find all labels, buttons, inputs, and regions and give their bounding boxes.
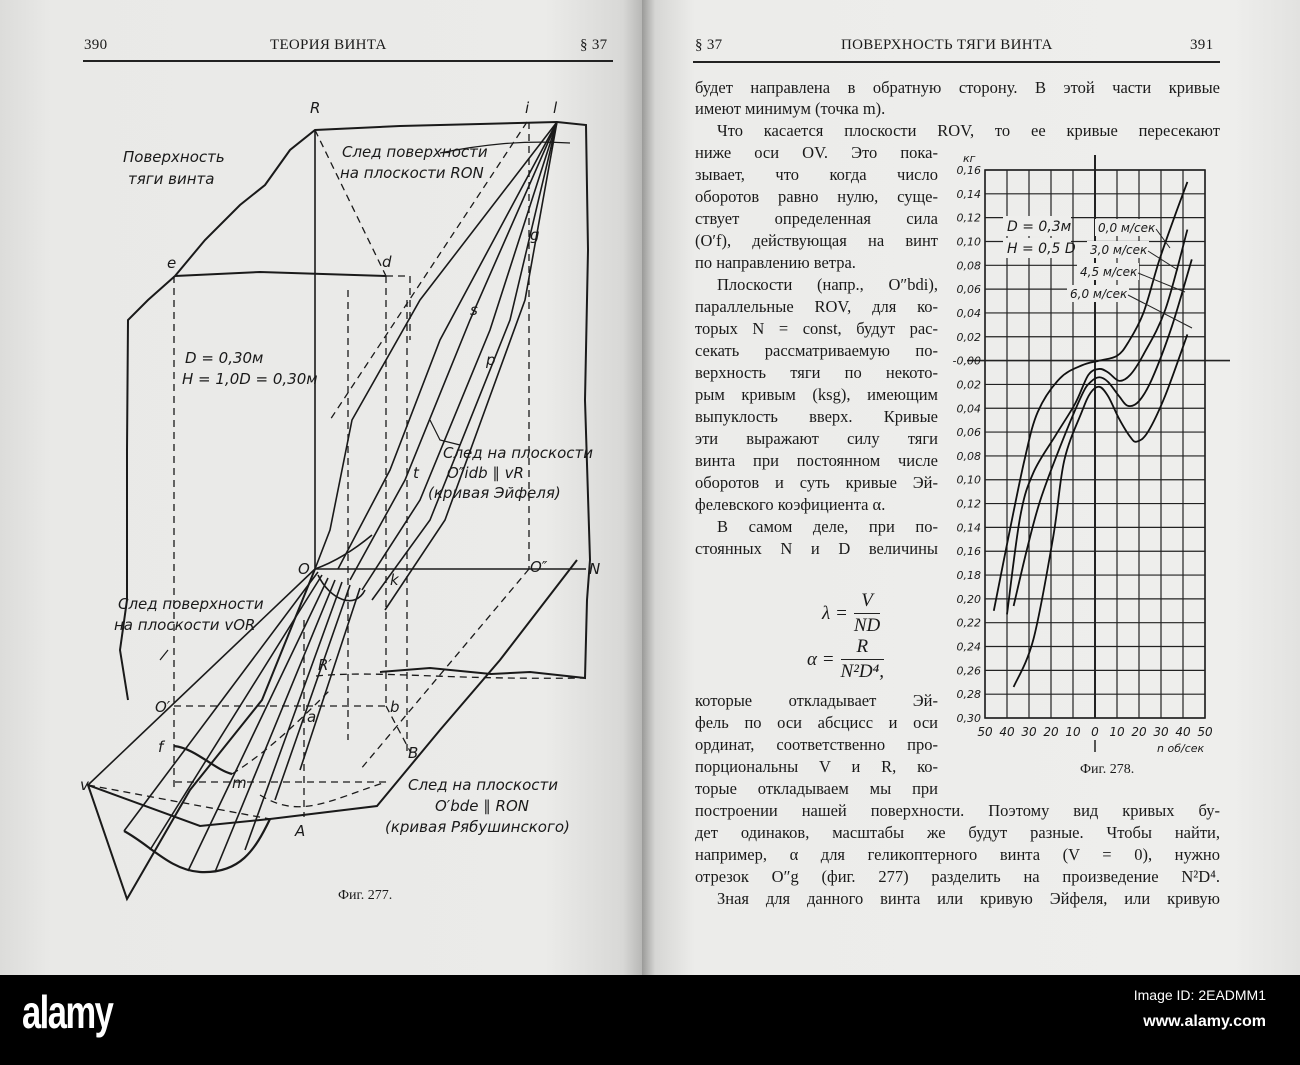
surface-top-edge (175, 272, 386, 276)
x-tick-label: 10 (1065, 725, 1081, 739)
text-line: ординат, соответственно про- (695, 735, 938, 754)
running-title: ПОВЕРХНОСТЬ ТЯГИ ВИНТА (841, 37, 1053, 53)
x-tick-label: 40 (1175, 725, 1191, 739)
point-label-g: g (530, 226, 540, 244)
running-title: ТЕОРИЯ ВИНТА (270, 37, 387, 53)
text-line: отрезок O″g (фиг. 277) разделить на произведение N²D⁴. (695, 867, 1220, 886)
text-line: будет направлена в обратную сторону. В этой части кривые (695, 78, 1220, 97)
x-tick-label: 30 (1153, 725, 1169, 739)
text-line: торые откладываем мы при (695, 779, 938, 798)
y-tick-label: 0,14 (956, 521, 981, 535)
point-label-B: B (408, 744, 419, 762)
header-rule (693, 61, 1220, 63)
fraction-bar (854, 613, 880, 614)
point-label-R: R (310, 99, 321, 117)
right-page (642, 0, 1300, 975)
watermark-band (0, 975, 1300, 1065)
series-leader-line (1148, 251, 1178, 270)
point-label-a: a (307, 708, 317, 726)
left-page (0, 0, 642, 975)
label-ryabushinsky-curve: (кривая Рябушинского) (385, 818, 570, 836)
point-label-N: N (589, 560, 601, 578)
y-tick-label: 0,14 (956, 187, 981, 201)
figure-278-chart (940, 150, 1240, 790)
section-number: § 37 (695, 37, 723, 53)
formula-numerator: R (856, 636, 869, 657)
text-line: которые откладывает Эй- (695, 691, 938, 710)
series-label: 3,0 м/сек (1090, 243, 1148, 257)
left-edge (120, 276, 175, 700)
series-label: 4,5 м/сек (1080, 265, 1138, 279)
page-number: 391 (1190, 37, 1214, 53)
x-axis-label: n об/сек (1157, 742, 1205, 755)
text-line: имеют минимум (точка m). (695, 99, 886, 118)
y-tick-label: 0,06 (956, 426, 981, 440)
section-number: § 37 (580, 37, 608, 53)
text-line: (O′f), действующая на винт (695, 231, 938, 250)
point-label-A: A (295, 822, 306, 840)
figure-277-caption: Фиг. 277. (338, 888, 393, 903)
label-thrust-surface: Поверхность (123, 148, 225, 166)
text-line: рым кривым (ksg), имеющим (695, 385, 938, 404)
formula-numerator: V (861, 590, 873, 611)
series-leader-line (1156, 229, 1170, 248)
point-label-l: l (553, 99, 558, 117)
text-line: торых N = const, будут рас- (695, 319, 938, 338)
label-ron-trace: След поверхности (342, 143, 488, 161)
text-line: дет одинаков, масштабы же будут разные. Чтобы найти, (695, 823, 1220, 842)
text-line: построении нашей поверхности. Поэтому вид кривых бу- (695, 801, 1220, 820)
formula-denominator: N²D⁴, (840, 661, 884, 682)
point-label-O: O (298, 560, 310, 578)
text-line: оборотов равно нулю, суще- (695, 187, 938, 206)
point-label-t: t (413, 464, 419, 482)
chart-annotation: H = 0,5 D (1007, 241, 1076, 257)
y-tick-label: 0,18 (956, 569, 981, 583)
y-tick-label: 0,16 (956, 545, 981, 559)
text-line: ниже оси OV. Это пока- (695, 143, 938, 162)
y-tick-label: 0,06 (956, 283, 981, 297)
point-label-s: s (470, 301, 478, 319)
text-line: по направлению ветра. (695, 253, 856, 272)
point-label-k: k (390, 571, 399, 589)
text-line: стоянных N и D величины (695, 539, 938, 558)
x-tick-label: 10 (1109, 725, 1125, 739)
y-tick-label: 0,28 (956, 688, 981, 702)
text-line: порциональны V и R, ко- (695, 757, 938, 776)
point-label-v: v (80, 776, 89, 794)
series-label: 6,0 м/сек (1070, 287, 1128, 301)
label-ryabushinsky-plane: O′bde ∥ RON (435, 797, 529, 815)
figure-277-diagram (0, 0, 642, 975)
y-tick-label: 0,08 (956, 259, 981, 273)
point-label-i: i (525, 99, 530, 117)
y-tick-label: 0,04 (956, 402, 981, 416)
text-line: секать рассматриваемую по- (695, 341, 938, 360)
y-tick-label: 0,02 (956, 330, 981, 344)
text-line: В самом деле, при по- (717, 517, 938, 536)
x-tick-label: 30 (1021, 725, 1037, 739)
point-label-e: e (167, 254, 177, 272)
x-tick-label: 20 (1043, 725, 1059, 739)
y-tick-label: 0,20 (956, 592, 981, 606)
text-line: например, α для геликоптерного винта (V = 0), нужно (695, 845, 1220, 864)
x-tick-label: 0 (1091, 725, 1099, 739)
watermark-logo: alamy (22, 986, 113, 1038)
text-line: винта при постоянном числе (695, 451, 938, 470)
label-eiffel-plane: O″idb ∥ vR (447, 464, 524, 482)
page-number: 390 (84, 37, 108, 53)
y-axis-label: кг (963, 152, 976, 165)
text-line: ствует определенная сила (695, 209, 938, 228)
y-tick-label: 0,04 (956, 306, 981, 320)
text-line: Что касается плоскости ROV, то ее кривые пересекают (717, 121, 1220, 140)
formula-lambda (822, 590, 880, 637)
figure-278-caption: Фиг. 278. (1080, 762, 1135, 777)
y-tick-label: 0,16 (956, 164, 981, 177)
label-ryabushinsky-trace: След на плоскости (408, 776, 558, 794)
label-vor-trace: След поверхности (118, 595, 264, 613)
formula-lhs: α = (807, 648, 835, 670)
label-pitch: H = 1,0D = 0,30м (182, 370, 318, 388)
text-line: зывает, что когда число (695, 165, 938, 184)
x-tick-label: 40 (999, 725, 1015, 739)
point-label-f: f (158, 738, 164, 756)
y-tick-label: 0,12 (956, 211, 981, 225)
point-label-O-prime: O′ (155, 698, 171, 716)
y-tick-label: 0,26 (956, 664, 981, 678)
label-eiffel-trace: След на плоскости (443, 444, 593, 462)
text-line: эти выражают силу тяги (695, 429, 938, 448)
label-ron-trace-2: на плоскости RON (340, 164, 484, 182)
x-tick-label: 50 (977, 725, 993, 739)
x-tick-label: 50 (1197, 725, 1213, 739)
point-label-R-prime: R′ (318, 656, 332, 674)
series-label: 0,0 м/сек (1098, 221, 1156, 235)
y-tick-label: 0,02 (956, 378, 981, 392)
text-line: параллельные ROV, для ко- (695, 297, 938, 316)
y-tick-label: 0,10 (956, 235, 981, 249)
y-tick-label: -0,00 (952, 354, 981, 368)
label-vor-trace-2: на плоскости vOR (114, 616, 256, 634)
text-line: Плоскости (напр., O″bdi), (717, 275, 938, 294)
label-eiffel-curve: (кривая Эйфеля) (428, 484, 561, 502)
point-label-O-double-prime: O″ (530, 558, 548, 576)
y-tick-label: 0,12 (956, 497, 981, 511)
point-label-p: p (486, 351, 496, 369)
point-label-d: d (382, 253, 392, 271)
y-tick-label: 0,08 (956, 449, 981, 463)
watermark-url: www.alamy.com (1143, 1013, 1266, 1030)
y-tick-label: 0,24 (956, 640, 981, 654)
label-diameter: D = 0,30м (185, 349, 264, 367)
point-label-b: b (390, 698, 400, 716)
watermark-image-id: Image ID: 2EADMM1 (1133, 987, 1266, 1003)
point-label-m: m (232, 774, 247, 792)
x-tick-label: 20 (1131, 725, 1147, 739)
formula-denominator: ND (853, 615, 881, 636)
label-thrust-surface-2: тяги винта (128, 170, 215, 188)
y-tick-label: 0,30 (956, 712, 981, 725)
y-tick-label: 0,22 (956, 616, 981, 630)
text-line: оборотов и суть кривые Эй- (695, 473, 938, 492)
formula-alpha (807, 636, 884, 683)
rjabushinsky-curve (124, 819, 270, 872)
y-tick-label: 0,10 (956, 473, 981, 487)
text-line: фелевского коэфициента α. (695, 495, 886, 514)
text-line: верхность тяги по некото- (695, 363, 938, 382)
formula-lhs: λ = (822, 602, 848, 624)
text-line: выпуклость вверх. Кривые (695, 407, 938, 426)
fraction-bar (841, 659, 884, 660)
text-line: Зная для данного винта или кривую Эйфеля, или кривую (717, 889, 1220, 908)
text-line: фель по оси абсцисс и оси (695, 713, 938, 732)
chart-annotation: D = 0,3м (1007, 219, 1072, 235)
